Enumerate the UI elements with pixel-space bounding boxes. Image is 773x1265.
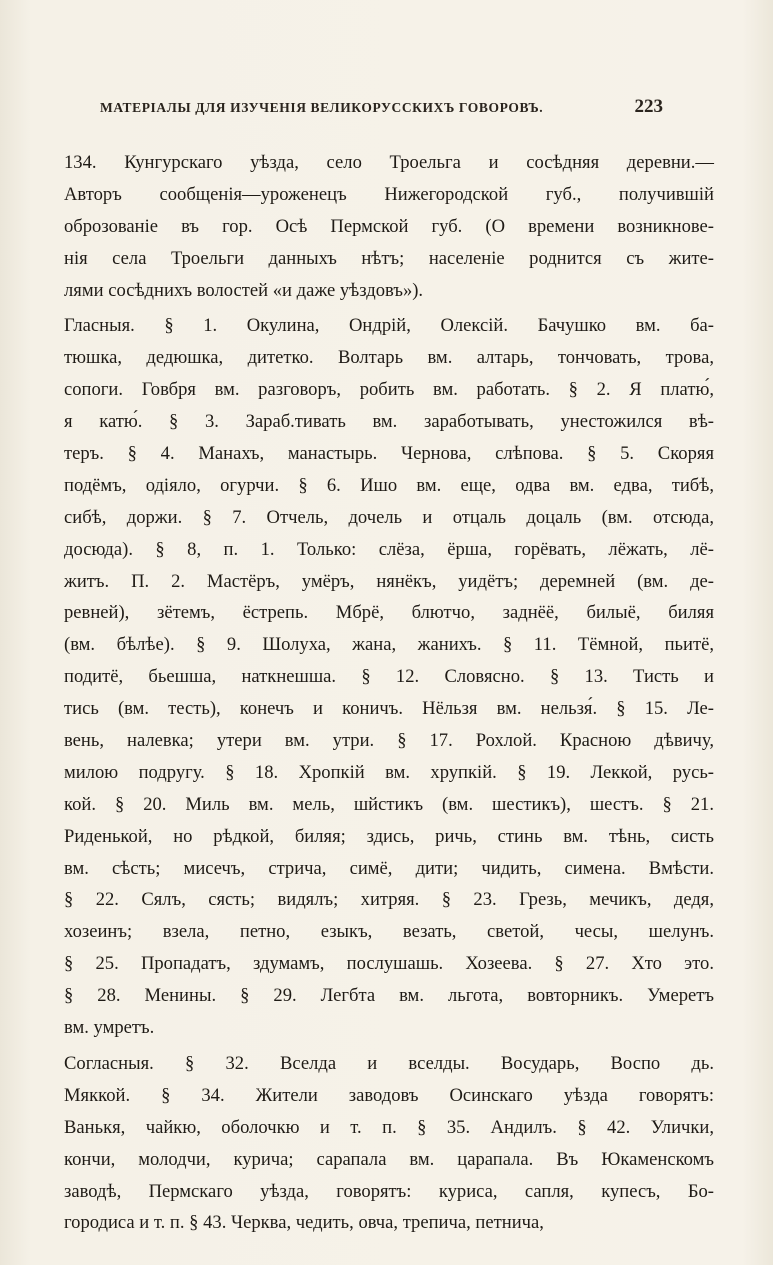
body-text [64, 147, 714, 1239]
text-line: оброзованіе въ гор. Осѣ Пермской губ. (О времени возникнове- [64, 215, 714, 237]
paragraph [64, 147, 714, 306]
text-line: кончи, молодчи, курича; сарапала вм. царапала. Въ Юкаменскомъ [64, 1148, 714, 1170]
text-line: вм. сѣсть; мисечъ, стрича, симё, дити; чидить, симена. Вмѣсти. [64, 857, 714, 879]
text-line: Авторъ сообщенія—уроженецъ Нижегородской губ., получившій [64, 183, 714, 205]
text-line: сибѣ, доржи. § 7. Отчель, дочель и отцаль доцаль (вм. отсюда, [64, 506, 714, 528]
paragraph [64, 310, 714, 1043]
text-line: § 22. Сялъ, сясть; видялъ; хитряя. § 23. Грезь, мечикъ, дедя, [64, 889, 714, 911]
text-line: милою подругу. § 18. Хропкій вм. хрупкій. § 19. Леккой, русь- [64, 761, 714, 783]
text-line: я катю́. § 3. Зараб.тивать вм. заработывать, унестожился вѣ- [64, 411, 714, 433]
text-line: подёмъ, одіяло, огурчи. § 6. Ишо вм. еще, одва вм. едва, тибѣ, [64, 474, 714, 496]
page-header [100, 96, 663, 128]
text-line: сопоги. Говбря вм. разговоръ, робить вм. работать. § 2. Я платю́, [64, 379, 714, 401]
text-line: городиса и т. п. § 43. Черква, чедить, овча, трепича, петничa, [64, 1212, 544, 1234]
running-title: МАТЕРІАЛЫ ДЛЯ ИЗУЧЕНІЯ ВЕЛИКОРУССКИХЪ ГОВОРОВЪ. [100, 100, 544, 115]
text-line: § 28. Менины. § 29. Легбта вм. льгота, вовторникъ. Умеретъ [64, 985, 714, 1007]
text-line: теръ. § 4. Манахъ, манастырь. Чернова, слѣпова. § 5. Скоряя [64, 443, 714, 465]
page-number: 223 [634, 96, 663, 117]
text-line: тюшка, дедюшка, дитетко. Волтарь вм. алтарь, тончовать, трова, [64, 347, 714, 369]
text-line: Риденькой, но рѣдкой, биляя; здись, ричь, стинь вм. тѣнь, систь [64, 825, 714, 847]
text-line: тись (вм. тесть), конечъ и коничъ. Нёльзя вм. нельзя́. § 15. Ле- [64, 698, 714, 720]
text-line: досюда). § 8, п. 1. Только: слёза, ёрша, горёвать, лёжать, лё- [64, 538, 714, 560]
paragraph [64, 1048, 714, 1239]
text-line: Мяккой. § 34. Жители заводовъ Осинскаго уѣзда говорятъ: [64, 1084, 714, 1106]
text-line: подитё, бьешша, наткнешша. § 12. Словясно. § 13. Тисть и [64, 666, 714, 688]
text-line: ревней), зётемъ, ёстрепь. Мбрё, блютчо, заднёё, билыё, биляя [64, 602, 714, 624]
text-line: Согласныя. § 32. Вселда и вселды. Восударь, Воспо дь. [64, 1052, 714, 1074]
text-line: заводѣ, Пермскаго уѣзда, говорятъ: куриса, сапля, купесъ, Бо- [64, 1180, 714, 1202]
text-line: вм. умретъ. [64, 1017, 155, 1039]
text-line: Гласныя. § 1. Окулина, Ондрій, Олексій. Бачушко вм. ба- [64, 315, 714, 337]
text-line: нія села Троельги данныхъ нѣтъ; населеніе роднится съ жите- [64, 247, 714, 269]
text-line: 134. Кунгурскаго уѣзда, село Троельга и сосѣдняя деревни.— [64, 152, 714, 173]
text-line: кой. § 20. Миль вм. мель, шйстикъ (вм. шестикъ), шестъ. § 21. [64, 793, 714, 815]
text-line: вень, налевка; утери вм. утри. § 17. Рохлой. Красною дѣвичу, [64, 730, 714, 752]
text-line: житъ. П. 2. Мастёръ, умёръ, нянёкъ, уидётъ; деремней (вм. де- [64, 570, 714, 592]
text-line: лями сосѣднихъ волостей «и даже уѣздовъ»). [64, 279, 424, 301]
text-line: (вм. бѣлѣе). § 9. Шолуха, жана, жанихъ. § 11. Тёмной, пьитё, [64, 634, 714, 656]
text-line: хозеинъ; взела, петно, езыкъ, везать, светой, чесы, шелунъ. [64, 921, 714, 943]
text-line: Ванькя, чайкю, оболочкю и т. п. § 35. Андилъ. § 42. Улички, [64, 1116, 714, 1138]
text-line: § 25. Пропадатъ, здумамъ, послушашь. Хозеева. § 27. Хто это. [64, 953, 714, 975]
